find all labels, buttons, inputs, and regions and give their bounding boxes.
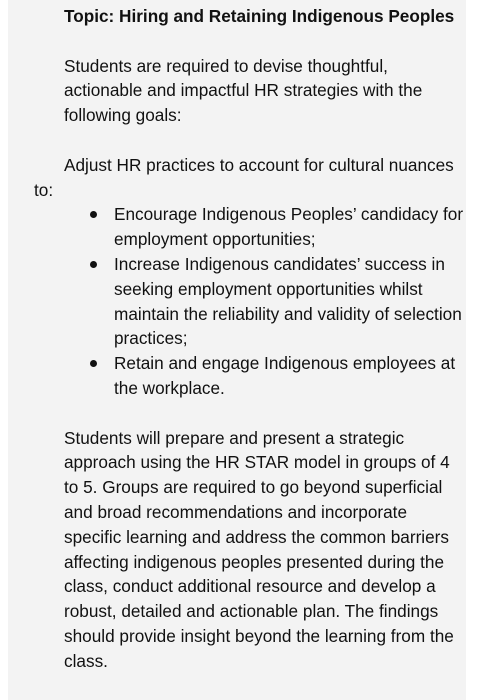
topic-heading: Topic: Hiring and Retaining Indigenous Peoples <box>64 6 455 26</box>
goals-list <box>34 202 468 400</box>
intro-paragraph: Students are required to devise thoughtful, actionable and impactful HR strategies with the following goals: <box>64 55 423 126</box>
goal-item-increase: Increase Indigenous candidates’ success in seeking employment opportunities whilst maintain the reliability and validity of selection practices; <box>114 252 468 351</box>
assignment-document <box>34 0 468 674</box>
nuances-paragraph: Adjust HR practices to account for cultural nuances to: <box>34 154 454 200</box>
goal-item-encourage: Encourage Indigenous Peoples’ candidacy for employment opportunities; <box>114 202 468 252</box>
goal-item-retain: Retain and engage Indigenous employees at the workplace. <box>114 351 468 401</box>
strategy-paragraph: Students will prepare and present a strategic approach using the HR STAR model in groups of 4 to 5. Groups are required to go beyond superficial and broad recommendations and incorporate specific learning and address the common barriers affecting indigenous peoples presented during the class, conduct additional resource and develop a robust, detailed and actionable plan. The findings should provide insight beyond the learning from the class. <box>64 427 454 671</box>
